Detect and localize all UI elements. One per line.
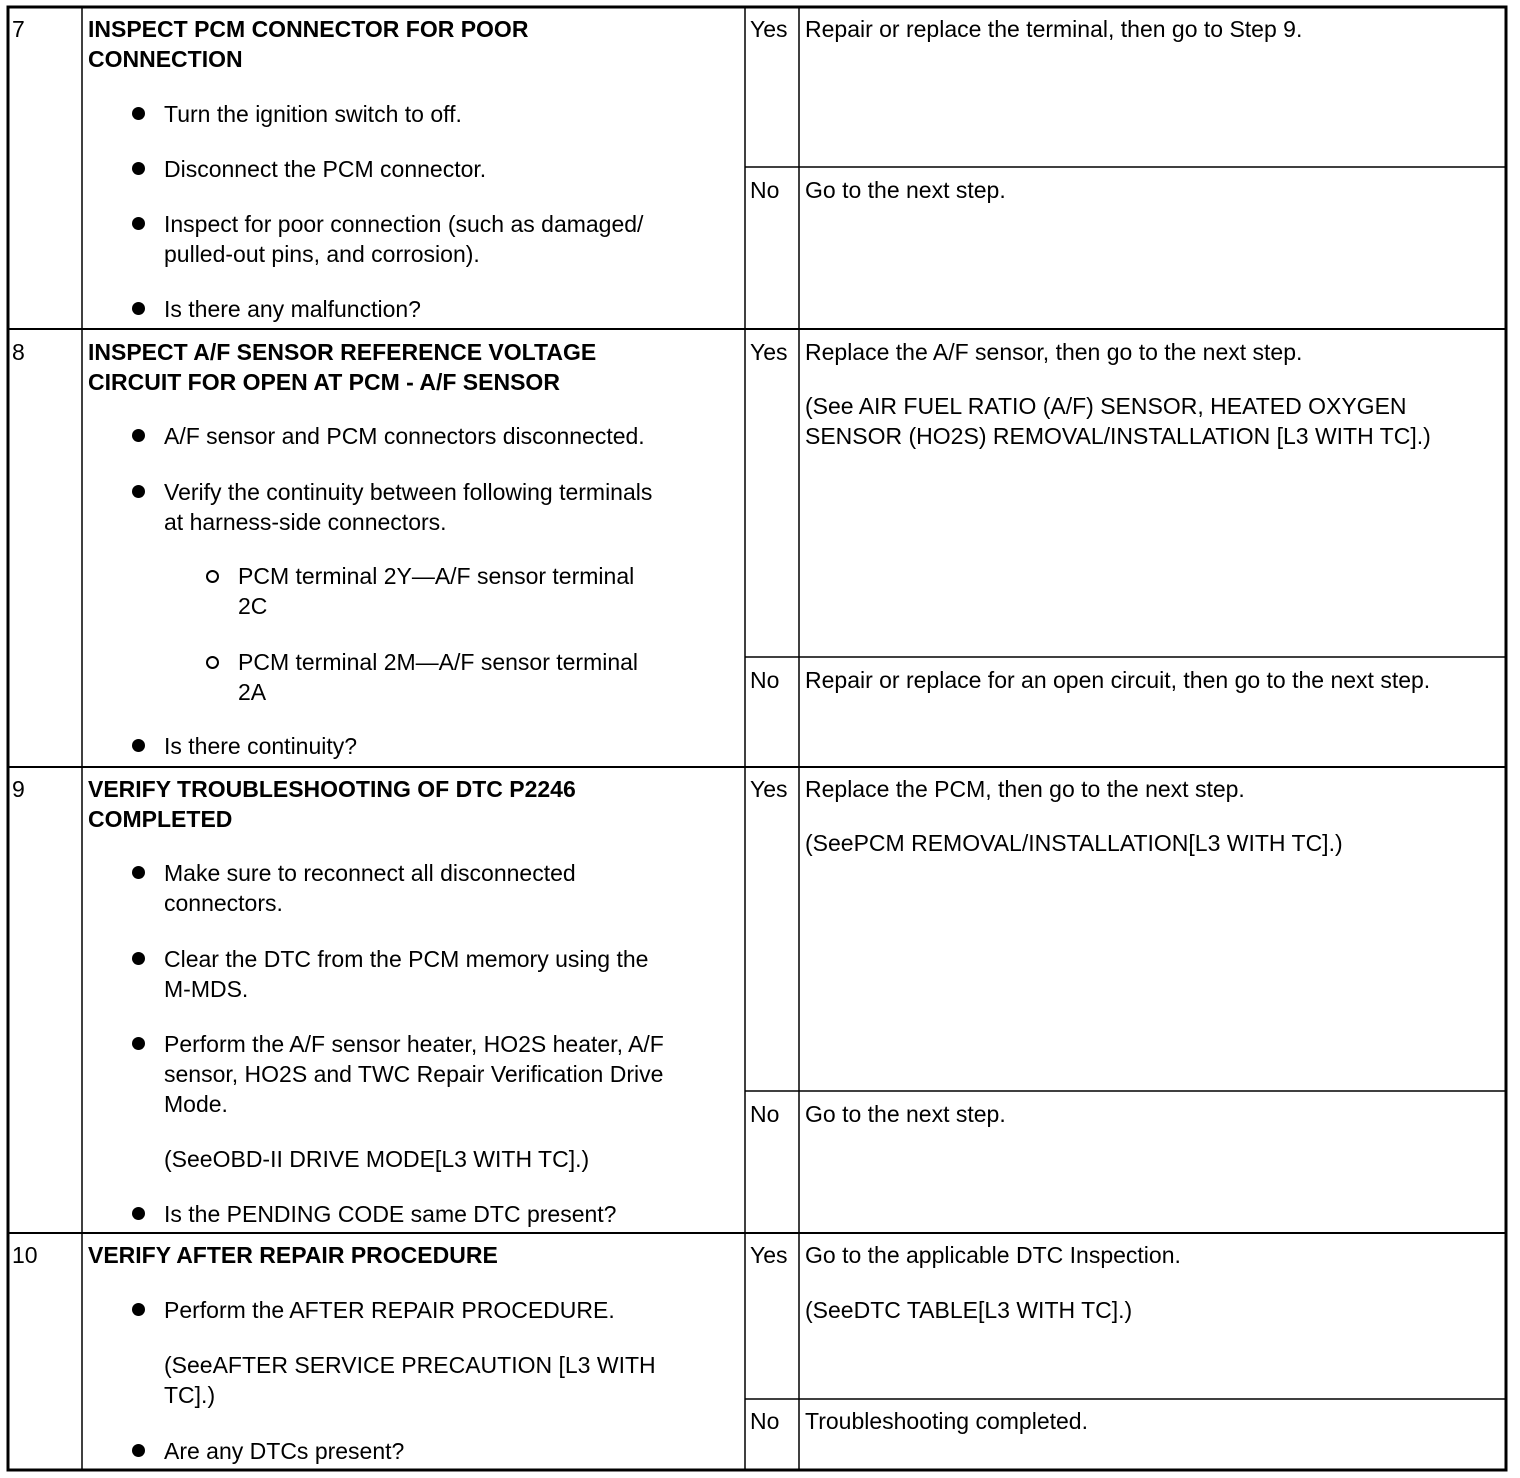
step-number: 7 [12,16,25,42]
bullet-text: M-MDS. [164,976,249,1002]
step-title: CONNECTION [88,46,243,72]
step-number: 9 [12,776,25,802]
bullet-text: Turn the ignition switch to off. [164,101,462,127]
reference-note: (SeeAFTER SERVICE PRECAUTION [L3 WITH [164,1352,656,1378]
yes-label: Yes [750,776,788,802]
bullet-text: at harness-side connectors. [164,509,447,535]
bullet-text: Perform the A/F sensor heater, HO2S heater, A/F [164,1031,664,1057]
yes-action: Replace the PCM, then go to the next step. [805,776,1245,802]
reference-note: TC].) [164,1382,216,1408]
step-title: INSPECT PCM CONNECTOR FOR POOR [88,16,529,42]
step-title: COMPLETED [88,806,233,832]
bullet-icon [132,1037,145,1050]
bullet-icon [132,739,145,752]
bullet-text: Disconnect the PCM connector. [164,156,487,182]
yes-label: Yes [750,16,788,42]
bullet-text: Verify the continuity between following terminals [164,479,653,505]
sub-bullet-text: 2C [238,593,268,619]
step-title: CIRCUIT FOR OPEN AT PCM - A/F SENSOR [88,369,560,395]
step-number: 10 [12,1242,38,1268]
yes-action: Replace the A/F sensor, then go to the next step. [805,339,1303,365]
bullet-icon [132,107,145,120]
bullet-icon [132,217,145,230]
sub-bullet-text: 2A [238,679,267,705]
no-label: No [750,1408,780,1434]
bullet-text: Inspect for poor connection (such as damaged/ [164,211,644,237]
bullet-text: sensor, HO2S and TWC Repair Verification Drive [164,1061,664,1087]
sub-bullet-text: PCM terminal 2M—A/F sensor terminal [238,649,639,675]
bullet-text: Is there continuity? [164,733,358,759]
bullet-icon [132,1303,145,1316]
step-title: INSPECT A/F SENSOR REFERENCE VOLTAGE [88,339,597,365]
step-number: 8 [12,339,25,365]
no-label: No [750,1101,780,1127]
yes-action: (SeeDTC TABLE[L3 WITH TC].) [805,1297,1133,1323]
bullet-text: connectors. [164,890,283,916]
yes-action: Go to the applicable DTC Inspection. [805,1242,1181,1268]
yes-label: Yes [750,1242,788,1268]
bullet-text: Are any DTCs present? [164,1438,405,1464]
bullet-text: Perform the AFTER REPAIR PROCEDURE. [164,1297,615,1323]
bullet-icon [132,952,145,965]
bullet-text: Is the PENDING CODE same DTC present? [164,1201,617,1227]
bullet-icon [132,302,145,315]
no-action: Go to the next step. [805,1101,1006,1127]
bullet-text: A/F sensor and PCM connectors disconnected. [164,423,645,449]
sub-bullet-icon [206,656,219,669]
bullet-icon [132,485,145,498]
yes-label: Yes [750,339,788,365]
yes-action: (See AIR FUEL RATIO (A/F) SENSOR, HEATED OXYGEN [805,393,1407,419]
step-title: VERIFY AFTER REPAIR PROCEDURE [88,1242,498,1268]
no-label: No [750,667,780,693]
reference-note: (SeeOBD-II DRIVE MODE[L3 WITH TC].) [164,1146,590,1172]
no-label: No [750,177,780,203]
yes-action: SENSOR (HO2S) REMOVAL/INSTALLATION [L3 WITH TC].) [805,423,1431,449]
yes-action: (SeePCM REMOVAL/INSTALLATION[L3 WITH TC].) [805,830,1343,856]
sub-bullet-icon [206,570,219,583]
bullet-text: Make sure to reconnect all disconnected [164,860,576,886]
no-action: Go to the next step. [805,177,1006,203]
bullet-text: Clear the DTC from the PCM memory using the [164,946,649,972]
bullet-icon [132,1444,145,1457]
bullet-text: Is there any malfunction? [164,296,421,322]
bullet-icon [132,162,145,175]
no-action: Repair or replace for an open circuit, then go to the next step. [805,667,1431,693]
bullet-text: Mode. [164,1091,228,1117]
bullet-icon [132,1207,145,1220]
yes-action: Repair or replace the terminal, then go to Step 9. [805,16,1303,42]
bullet-text: pulled-out pins, and corrosion). [164,241,480,267]
bullet-icon [132,866,145,879]
sub-bullet-text: PCM terminal 2Y—A/F sensor terminal [238,563,635,589]
no-action: Troubleshooting completed. [805,1408,1088,1434]
step-title: VERIFY TROUBLESHOOTING OF DTC P2246 [88,776,576,802]
bullet-icon [132,429,145,442]
